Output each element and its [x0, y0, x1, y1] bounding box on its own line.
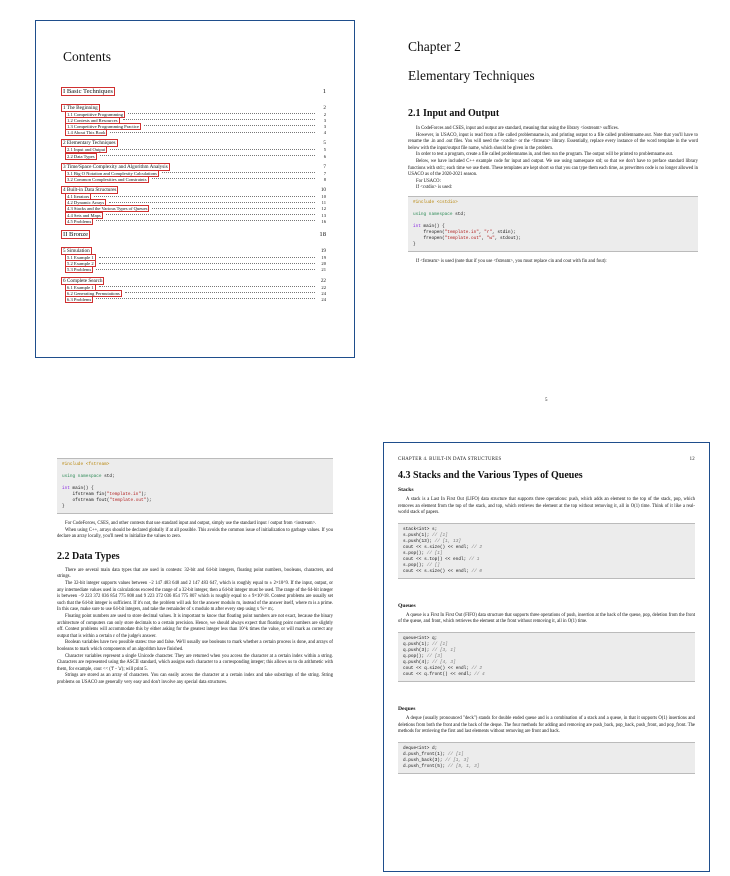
running-head-title: CHAPTER 4. BUILT-IN DATA STRUCTURES	[398, 457, 502, 462]
subsection-heading: Stacks	[398, 487, 414, 493]
toc-entry-page: 10	[320, 187, 326, 193]
chapter-kicker: Chapter 2	[408, 39, 461, 54]
leader-dots	[99, 263, 315, 264]
toc-title: Contents	[63, 49, 112, 64]
leader-dots	[110, 132, 315, 133]
toc-entry-label[interactable]: 1.3 Competitive Programming Practice	[67, 123, 139, 129]
code-line: s.push(1); // [1]	[403, 532, 448, 538]
toc-section-entry[interactable]	[61, 130, 326, 136]
subsection-heading: Queues	[398, 602, 416, 609]
leader-dots	[109, 202, 315, 203]
toc-entry-label[interactable]: 6.3 Problems	[67, 296, 92, 302]
chapter-title: Elementary Techniques	[408, 68, 535, 83]
toc-entry-page: 2	[323, 104, 326, 111]
section-heading: 2.2 Data Types	[57, 550, 120, 562]
code-line: s.push(13); // [1, 13]	[403, 538, 461, 544]
paragraph: Floating point numbers are used to store decimal values. It is important to know that floating point numbers are not exact, because the binary architecture of computers can only store decimals to a certain precision. Hence, we should always expect that floating point numbers are slightly off. Contest problems will accommodate this by either asking for the greatest integer less than 10^k times the value, or will mark as correct any output that is within a certain ε of the judge's answer.	[57, 613, 333, 639]
toc-entry-label[interactable]: 1.1 Competitive Programming	[67, 111, 124, 117]
paragraph: Below, we have included C++ example code for input and output. We use using namespace std; so that we don't have to preface standard library functions with std::; each time we use them. These templates are kept short so that you can type them each time, as prewritten code is no longer allowed in USACO as of the 2020-2021 season.	[408, 158, 698, 178]
code-line: cout << q.size() << endl; // 2	[403, 665, 483, 671]
toc-entry-page: 2	[323, 111, 326, 117]
code-line: cout << s.size() << endl; // 2	[403, 544, 483, 550]
leader-dots	[100, 155, 315, 156]
toc-entry-label[interactable]: I Basic Techniques	[63, 88, 113, 95]
code-line: cout << s.size() << endl; // 0	[403, 568, 483, 574]
toc-entry-label[interactable]: 3.2 Common Complexities and Constraints	[67, 176, 147, 182]
code-line: using namespace std;	[62, 474, 115, 479]
paragraph: A deque (usually pronounced "deck") stands for double ended queue and is a combination of a stack and a queue, in that it supports O(1) insertions and deletions from both the front and the back of the deque. The four methods for adding and removing are push_back, pop_back, push_front, and pop_front. The methods for retrieving the first and last elements without removing are front and back.	[398, 715, 695, 735]
paragraph: For CodeForces, CSES, and other contests that use standard input and output, simply use the standard input / output from <iostream>.	[65, 521, 317, 526]
code-line: freopen("template.in", "r", stdin);	[413, 229, 516, 235]
stacks-page	[383, 442, 710, 872]
paragraph: If <cstdio> is used:	[416, 185, 453, 191]
chapter-page	[383, 20, 713, 410]
datatypes-body	[57, 458, 333, 686]
toc-entry-page: 18	[319, 231, 326, 239]
code-block	[398, 632, 695, 682]
toc-entry-label[interactable]: II Bronze	[63, 231, 89, 239]
toc-page	[35, 20, 355, 358]
leader-dots	[162, 172, 315, 173]
code-line: using namespace std;	[413, 211, 466, 217]
paragraph: However, in USACO, input is read from a file called problemname.in, and printing output to a file called problemname.out. Note that you'll have to rename the .in and .out files. You will need the <cstdio> or the <fstream> library. Essentially, replace every instance of the word template in the word below with the input/output file name, which should be given in the problem.	[408, 132, 698, 151]
toc-entry-page: 19	[321, 255, 326, 261]
code-line: freopen("template.out", "w", stdout);	[413, 235, 522, 241]
leader-dots	[96, 298, 315, 299]
toc-entry-label[interactable]: 4.4 Sets and Maps	[67, 212, 101, 218]
code-block	[398, 523, 695, 579]
leader-dots	[110, 149, 315, 150]
toc-entry-label[interactable]: 5.3 Problems	[67, 267, 92, 273]
code-line: q.push(1); // [1]	[403, 641, 448, 647]
code-block	[408, 196, 698, 252]
toc-entry-page: 7	[323, 163, 326, 170]
paragraph: Strings are stored as an array of characters. You can easily access the character at a certain index and take substrings of the string. String problems on USACO are generally very easy and don't involve any special data structures.	[57, 673, 333, 685]
toc-list	[61, 81, 326, 303]
code-line: s.pop(); // []	[403, 562, 440, 568]
toc-entry-label[interactable]: 6.2 Generating Permutations	[67, 290, 120, 296]
toc-entry-page: 5	[323, 140, 326, 147]
code-line: int main() {	[413, 223, 445, 229]
toc-entry-page: 1	[322, 88, 326, 95]
toc-entry-page: 24	[321, 296, 326, 302]
toc-entry-label[interactable]: 4 Built-in Data Structures	[63, 187, 117, 193]
code-block	[57, 458, 333, 514]
paragraph: Boolean variables have two possible states: true and false. We'll usually use booleans to mark whether a certain process is done, and arrays of booleans to mark which components of an algorithm have finished.	[57, 640, 333, 652]
paragraph: A queue is a First In First Out (FIFO) data structure that supports three operations of push, insertion at the back of the queue, pop, deletion from the front of the queue, and front, which retrieves the element at the front without removing it, all in O(1) time.	[398, 612, 695, 625]
paragraph: When using C++, arrays should be declared globally if at all possible. This avoids the common issue of initialization to garbage values. If you declare an array locally, you'll need to initialize the values to zero.	[57, 527, 333, 540]
code-line: d.push_front(5); // [5, 1, 3]	[403, 763, 480, 769]
toc-entry-label[interactable]: 5 Simulation	[63, 247, 90, 254]
code-line: cout << s.top() << endl; // 1	[403, 556, 480, 562]
code-block	[398, 742, 695, 774]
toc-chapter-entry[interactable]	[61, 187, 326, 194]
toc-section-entry[interactable]	[61, 153, 326, 159]
toc-entry-page: 22	[320, 277, 326, 284]
code-line: q.push(3); // [3, 1]	[403, 647, 456, 653]
toc-entry-label[interactable]: 2 Elementary Techniques	[63, 140, 116, 147]
code-line: d.push_back(3); // [1, 3]	[403, 757, 469, 763]
section-heading: 2.1 Input and Output	[408, 108, 500, 119]
toc-entry-page: 24	[321, 290, 326, 296]
leader-dots	[125, 292, 315, 293]
leader-dots	[152, 178, 316, 179]
code-line: d.push_front(1); // [1]	[403, 751, 464, 757]
leader-dots	[96, 269, 315, 270]
page-number: 5	[545, 398, 548, 403]
toc-section-entry[interactable]	[61, 267, 326, 273]
toc-part-entry[interactable]	[61, 87, 326, 96]
toc-entry-page: 3	[323, 117, 326, 123]
toc-chapter-entry[interactable]	[61, 247, 326, 254]
toc-entry-label[interactable]: 1.2 Contests and Resources	[67, 117, 118, 123]
code-line: int main() {	[62, 486, 94, 491]
code-line: deque<int> d;	[403, 745, 438, 751]
code-line: ofstream fout("template.out");	[62, 498, 152, 503]
toc-entry-page: 3	[323, 123, 326, 129]
leader-dots	[123, 119, 315, 120]
chapter-body	[408, 108, 698, 266]
code-line: stack<int> s;	[403, 526, 438, 532]
leader-dots	[96, 220, 315, 221]
leader-dots	[128, 113, 315, 114]
toc-entry-label[interactable]: 3.1 Big O Notation and Complexity Calculations	[67, 170, 157, 176]
code-line: ifstream fin("template.in");	[62, 492, 147, 497]
running-head	[398, 457, 695, 462]
toc-entry-page: 8	[323, 176, 326, 182]
toc-chapter-entry[interactable]	[61, 277, 326, 284]
toc-entry-label[interactable]: 4.1 Iterators	[67, 194, 90, 200]
leader-dots	[99, 257, 315, 258]
page-number: 12	[689, 457, 695, 462]
code-line: s.pop(); // [1]	[403, 550, 443, 556]
code-line: q.pop(); // [3]	[403, 653, 443, 659]
paragraph: A stack is a Last In First Out (LIFO) data structure that supports three operations: push, which adds an element to the top of the stack, pop, which removes an element from the top of the stack, and top, which retrieves the element at the top without removing it, all in O(1) time. Think of it like a real-world stack of papers.	[398, 497, 695, 516]
stacks-body	[398, 470, 695, 774]
code-line: #include <cstdio>	[413, 199, 458, 205]
toc-entry-page: 4	[323, 130, 326, 136]
code-line: }	[62, 504, 65, 509]
paragraph: For USACO:	[416, 178, 441, 184]
toc-section-entry[interactable]	[61, 218, 326, 224]
toc-entry-page: 5	[323, 147, 326, 153]
paragraph: If <fstream> is used (note that if you use <fstream>, you must replace cin and cout with fin and fout):	[416, 258, 607, 264]
code-line: queue<int> q;	[403, 635, 438, 641]
toc-entry-label[interactable]: 4.3 Stacks and the Various Types of Queues	[67, 206, 148, 212]
toc-entry-label[interactable]: 1 The Beginning	[63, 104, 98, 111]
code-line: q.push(4); // [4, 3]	[403, 659, 456, 665]
section-heading: 4.3 Stacks and the Various Types of Queues	[398, 470, 583, 481]
toc-entry-page: 16	[321, 218, 326, 224]
toc-entry-label[interactable]: 6.1 Example 1	[67, 284, 94, 290]
toc-entry-label[interactable]: 4.5 Problems	[67, 218, 92, 224]
leader-dots	[94, 196, 315, 197]
toc-entry-label[interactable]: 2.1 Input and Output	[67, 147, 106, 153]
code-line: #include <fstream>	[62, 462, 110, 467]
toc-entry-label[interactable]: 4.2 Dynamic Arrays	[67, 200, 105, 206]
toc-entry-page: 11	[321, 200, 326, 206]
toc-part-entry[interactable]	[61, 230, 326, 239]
toc-entry-label[interactable]: 1.4 About This Book	[67, 130, 106, 136]
leader-dots	[106, 214, 315, 215]
toc-entry-page: 7	[323, 170, 326, 176]
toc-entry-page: 20	[321, 261, 326, 267]
datatypes-page	[35, 450, 353, 870]
toc-entry-page: 12	[321, 206, 326, 212]
leader-dots	[152, 208, 315, 209]
toc-entry-label[interactable]: 5.1 Example 1	[67, 255, 94, 261]
paragraph: The 32-bit integer supports values between −2 147 483 648 and 2 147 483 647, which is roughly equal to ± 2×10^9. If the input, output, or any intermediate values used in calculations exceed the range of a 32-bit integer, then a 64-bit integer must be used. The range of the 64-bit integer is between −9 223 372 036 854 775 808 and 9 223 372 036 854 775 807 which is roughly equal to ± 9×10^18. Contest problems are usually set such that the 64-bit integer is sufficient. If it's not, the problem will ask for the answer modulo m, instead of the answer itself, where m is a prime. In this case, make sure to use 64-bit integers, and take the remainder of x modulo m after every step using x %= m;.	[57, 580, 333, 613]
toc-entry-page: 22	[321, 284, 326, 290]
toc-entry-page: 10	[321, 194, 326, 200]
toc-entry-page: 13	[321, 212, 326, 218]
toc-entry-label[interactable]: 2.2 Data Types	[67, 153, 95, 159]
subsection-heading: Deques	[398, 705, 416, 712]
toc-entry-label[interactable]: 6 Complete Search	[63, 277, 103, 284]
leader-dots	[99, 286, 315, 287]
toc-entry-page: 21	[321, 267, 326, 273]
paragraph: Character variables represent a single Unicode character. They are returned when you access the character at a certain index within a string. Characters are represented using the ASCII standard, which assigns each character to a corresponding integer; this allows us to do arithmetic with them, for example, cout << ('f' - 'a'); will print 5.	[57, 653, 333, 672]
code-line: cout << q.front() << endl; // 4	[403, 671, 485, 677]
toc-entry-page: 6	[323, 153, 326, 159]
leader-dots	[144, 125, 315, 126]
paragraph: In CodeForces and CSES, input and output are standard, meaning that using the library <iostream> suffices.	[416, 126, 619, 131]
toc-entry-label[interactable]: 5.2 Example 2	[67, 261, 94, 267]
paragraph: There are several main data types that are used in contests: 32-bit and 64-bit integers, floating point numbers, booleans, characters, and strings.	[57, 567, 333, 580]
toc-entry-label[interactable]: 3 Time/Space Complexity and Algorithm Analysis	[63, 163, 168, 170]
toc-section-entry[interactable]	[61, 296, 326, 302]
code-line: }	[413, 241, 416, 247]
paragraph: In order to test a program, create a file called problemname.in, and then run the program. The output will be printed to problemname.out.	[416, 152, 674, 158]
toc-entry-page: 19	[320, 247, 326, 254]
toc-section-entry[interactable]	[61, 176, 326, 182]
